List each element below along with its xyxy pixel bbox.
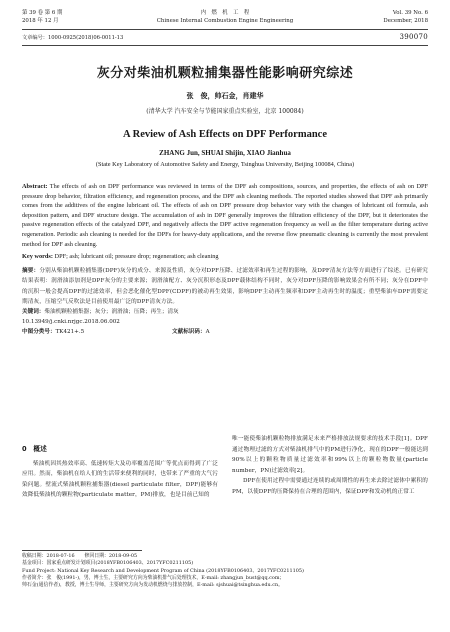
cn-keywords-text: 柴油机颗粒捕集器；灰分；润滑油；压降；再生；清灰: [44, 309, 179, 316]
chinese-authors: 张 俊，帅石金，肖建华: [186, 91, 264, 100]
article-number: 390070: [399, 33, 428, 41]
footnote-fund-cn: 基金项目：国家重点研发计划项目(2018YFB0106403、2017YFC0211105): [22, 560, 194, 567]
meta-rule: [22, 45, 428, 46]
running-head: [22, 8, 428, 32]
footnote-fund-en: Fund Project: National Key Research and Development Program of China (2018YFB0106403、2017YFC0211105): [22, 567, 304, 574]
chinese-keywords: [22, 307, 428, 317]
chinese-affiliation: (清华大学 汽车安全与节能国家重点实验室，北京 100084): [146, 108, 304, 115]
running-head-volume-en: Vol. 39 No. 6 December, 2018: [383, 10, 428, 24]
cn-abstract-text: 分别从柴油机颗粒捕集器(DPF)灰分的成分、来源及性质，灰分对DPF压降、过滤效率和再生过程的影响，及DPF清灰方法等方面进行了综述。已有研究结果表明：润滑油添加剂是DPF灰分的主要来源；润滑油配方、灰分沉积形态及DPF载体结构不同时，灰分对DPF压降的影响效果会有所不同；灰分在DPF中的沉积一般会提高DPF的过滤效率，但会恶化催化型DPF(CDPF)的被动再生效果，影响DPF主动再生频率和DPF主动再生时的温度；重型柴油车DPF需要定期清灰，压缩空气反吹法是目前使用最广泛的DPF清灰方法。: [22, 267, 428, 305]
body-paragraph: 柴油机因其热效率高、低速转矩大及功率覆盖范围广等优点而得到了广泛应用。然而，柴油机在给人们的生活带来便利的同时，也带来了严重的大气污染问题。壁流式柴油机颗粒捕集器(diesel particulate filter，DPF)能够有效降低柴油机的颗粒物(particulate matter，PM)排放，也是目前已知的: [22, 460, 218, 499]
body-paragraph: DPF在使用过程中需要通过连续的或周期性的再生来去除过滤体中累积的PM，以使DPF的压降保持在合理的范围内，保证DPF和发动机的正常工: [232, 478, 428, 495]
english-abstract: [22, 182, 428, 249]
cn-keywords-label: 关键词：: [22, 309, 45, 316]
footnote-rule: [22, 550, 142, 551]
doi: 10.13949/j.cnki.nrjgc.2018.06.002: [22, 319, 120, 326]
footnote-received: 收稿日期：2018-07-16 修回日期：2018-09-05: [22, 553, 138, 559]
document-code: 文献标识码：A: [172, 329, 210, 336]
body-paragraph: 唯一能使柴油机颗粒物排放满足未来严格排放法规要求的技术手段[1]。DPF通过物理过滤的方式对柴油机排气中的PM进行净化，现在的DPF一般能达到90%以上的颗粒物质量过滤效率和99%以上的颗粒物数量(particle number，PN)过滤效率[2]。: [232, 436, 428, 474]
left-column: [22, 434, 218, 501]
clc-number: 中图分类号：TK421+.5: [22, 329, 85, 336]
header-rule: [22, 29, 428, 30]
english-title: A Review of Ash Effects on DPF Performance: [122, 129, 328, 140]
running-head-volume: 第 39 卷 第 6 期 2018 年 12 月: [22, 10, 63, 24]
running-head-journal: 内 燃 机 工 程 Chinese Internal Combustion Engine Engineering: [156, 10, 294, 24]
footnotes: [22, 550, 428, 589]
english-keywords: [22, 252, 428, 262]
cn-abstract-label: 摘要：: [22, 267, 40, 274]
keywords-label: Key words:: [22, 253, 53, 261]
keywords-text: DPF; ash; lubricant oil; pressure drop; regeneration; ash cleaning: [54, 253, 219, 261]
abstract-text: The effects of ash on DPF performance was reviewed in terms of the DPF ash compositions, sources, and properties, the effects of ash on DPF pressure drop behavior, filtration efficiency, and regeneration process, and the DPF ash cleaning methods. The reported studies showed that DPF ash primarily comes from the additives of the engine lubricant oil. The effects of ash on DPF pressure drop behavior vary with the changes of lubricant oil formula, ash deposition pattern, and DPF structure design. The accumulation of ash in DPF generally improves the filtration efficiency of the DPF, but it deteriorates the passive regeneration effects of the catalyzed DPF, and negatively affects the DPF active regeneration frequency as well as the filter temperature during active regeneration. Periodic ash cleaning is needed for the DPFs for heavy-duty applications, and the reverse flow pneumatic cleaning is currently the most prevalent method for DPF ash cleaning.: [22, 183, 428, 248]
article-id: 文章编号：1000-0925(2018)06-0011-13: [22, 35, 124, 41]
footnote-author2: 帅石金(通信作者)，教授，博士生导师，主要研究方向为发动机燃烧与排放控制，E-mail: sjshuai@tsinghua.edu.cn。: [22, 582, 283, 589]
abstract-label: Abstract:: [22, 183, 48, 190]
chinese-title: 灰分对柴油机颗粒捕集器性能影响研究综述: [96, 66, 354, 81]
chinese-abstract: [22, 266, 428, 308]
footnote-author1: 作者简介：张 俊(1991-)，男，博士生，主要研究方向为柴油机排气后处理技术，E-mail: zhangjun_bust@qq.com；: [22, 574, 285, 581]
body-columns: [22, 434, 428, 554]
article-meta: [22, 34, 428, 44]
english-affiliation: (State Key Laboratory of Automotive Safety and Energy, Tsinghua University, Beijing 100084, China): [95, 161, 355, 168]
right-column: [232, 434, 428, 498]
section-heading: 0 概述: [22, 445, 47, 453]
english-authors: ZHANG Jun, SHUAI Shijin, XIAO Jianhua: [159, 149, 291, 157]
paper-page: [22, 8, 428, 336]
